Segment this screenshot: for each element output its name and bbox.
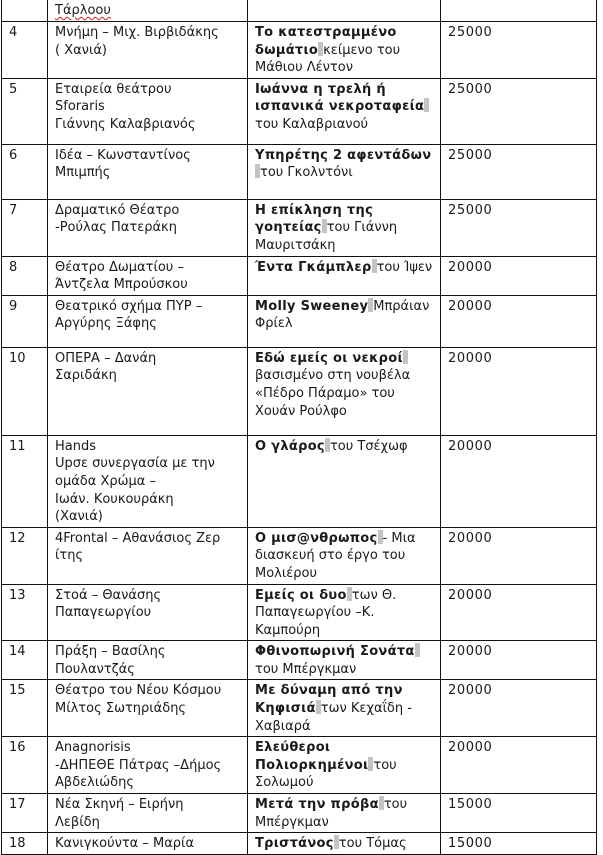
- play-title: Ο μισ@νθρωπος: [255, 530, 378, 546]
- company-line: Σαριδάκη: [55, 368, 117, 384]
- text-highlight-marker: [424, 98, 429, 112]
- play-title: Molly Sweeney: [255, 298, 369, 314]
- cell-num: 6: [2, 144, 48, 199]
- play-title: Με δύναμη από την Κηφισιά: [255, 683, 403, 717]
- cell-num: 9: [2, 295, 48, 347]
- cell-play: [248, 737, 441, 794]
- company-line: ομάδα Χρώμα –: [55, 473, 156, 489]
- play-title: Τριστάνος: [255, 836, 334, 852]
- play-title: Ιωάννα η τρελή ή ισπανικά νεκροταφεία: [255, 81, 425, 115]
- table-row: [2, 584, 597, 641]
- company-line: Αβδελιώδης: [55, 775, 134, 791]
- play-title: Η επίκληση της γοητείας: [255, 202, 374, 236]
- company-line: ΟΠΕΡΑ – Δανάη: [55, 350, 157, 366]
- play-author: - Μια διασκευή στο έργο του Μολιέρου: [255, 530, 416, 581]
- table-row: [2, 295, 597, 347]
- cell-company: [48, 0, 248, 22]
- cell-play: [248, 435, 441, 527]
- cell-play: [248, 584, 441, 641]
- cell-amount: 25000: [441, 144, 597, 199]
- company-line: Θεατρικό σχήμα ΠΥΡ –: [55, 298, 203, 314]
- table-row: [2, 78, 597, 144]
- play-title: Το κατεστραμμένο δωμάτιο: [255, 25, 397, 58]
- cell-play: [248, 22, 441, 79]
- cell-company: [48, 347, 248, 435]
- cell-num: 4: [2, 22, 48, 79]
- cell-num: 17: [2, 794, 48, 833]
- company-line: Πράξη – Βασίλης: [55, 644, 166, 660]
- table-row: [2, 347, 597, 435]
- table-row: [2, 527, 597, 584]
- cell-num: 11: [2, 435, 48, 527]
- cell-play: [248, 0, 441, 22]
- play-author: των Κεχαΐδη - Χαβιαρά: [255, 701, 412, 734]
- play-author: του Τόμας: [338, 836, 407, 852]
- company-line: Γιάννης Καλαβριανός: [55, 116, 196, 132]
- company-line: Ιδέα – Κωνσταντίνος: [55, 147, 191, 163]
- company-line: Αργύρης Ξάφης: [55, 316, 157, 332]
- cell-company: [48, 584, 248, 641]
- play-title: Ο γλάρος: [255, 438, 325, 454]
- table-row: [2, 435, 597, 527]
- play-author: βασισμένο στη νουβέλα «Πέδρο Πάραμο» του Χουάν Ρούλφο: [255, 368, 411, 419]
- cell-amount: 20000: [441, 527, 597, 584]
- table-row: [2, 641, 597, 680]
- play-author: του Ίψεν: [376, 259, 433, 275]
- cell-amount: 20000: [441, 435, 597, 527]
- play-author: του Γκολντόνι: [260, 165, 353, 181]
- cell-amount: 20000: [441, 256, 597, 295]
- cell-company: [48, 680, 248, 737]
- company-line: 4Frontal – Αθανάσιος Ζερ: [55, 530, 221, 546]
- company-line: Μπιμπής: [55, 165, 111, 181]
- company-line: (Χανιά): [55, 509, 103, 525]
- company-line: Κανιγκούντα – Μαρία: [55, 836, 195, 852]
- cell-amount: 20000: [441, 584, 597, 641]
- text-highlight-marker: [415, 643, 420, 657]
- company-line: ίτης: [55, 548, 84, 564]
- cell-amount: 20000: [441, 680, 597, 737]
- play-title: Υπηρέτης 2 αφεντάδων: [255, 147, 432, 163]
- cell-num: 16: [2, 737, 48, 794]
- cell-play: [248, 680, 441, 737]
- company-line: Hands: [55, 438, 97, 454]
- play-title: Φθινοπωρινή Σονάτα: [255, 644, 415, 660]
- cell-company: [48, 794, 248, 833]
- play-author: κείμενο του Μάθιου Λέντον: [255, 42, 401, 76]
- play-title: Ελεύθεροι Πολιορκημένοι: [255, 740, 369, 773]
- cell-play: [248, 295, 441, 347]
- cell-company: [48, 737, 248, 794]
- cell-company: [48, 256, 248, 295]
- company-line: Στοά – Θανάσης: [55, 587, 162, 603]
- cell-play: [248, 833, 441, 855]
- cell-amount: 20000: [441, 347, 597, 435]
- company-line: -Ρούλας Πατεράκη: [55, 220, 177, 236]
- company-line: Νέα Σκηνή – Ειρήνη: [55, 797, 184, 813]
- cell-num: 13: [2, 584, 48, 641]
- table-row: [2, 22, 597, 79]
- cell-play: [248, 144, 441, 199]
- cell-amount: 25000: [441, 22, 597, 79]
- cell-num: 10: [2, 347, 48, 435]
- company-line: -ΔΗΠΕΘΕ Πάτρας –Δήμος: [55, 757, 222, 773]
- company-line: Δραματικό Θέατρο: [55, 202, 180, 218]
- cell-amount: 20000: [441, 641, 597, 680]
- funding-table: [1, 0, 597, 855]
- table-row: [2, 737, 597, 794]
- cell-num: 7: [2, 199, 48, 256]
- company-line: Sforaris: [55, 99, 105, 115]
- cell-num: 18: [2, 833, 48, 855]
- play-author: Μπράιαν Φρίελ: [255, 298, 430, 332]
- cell-company: [48, 641, 248, 680]
- play-author: του Σολωμού: [255, 757, 397, 791]
- cell-company: [48, 78, 248, 144]
- company-line: Άντζελα Μπρούσκου: [55, 277, 188, 293]
- cell-company: [48, 527, 248, 584]
- table-row: [2, 833, 597, 855]
- cell-amount: 20000: [441, 295, 597, 347]
- cell-amount: 25000: [441, 199, 597, 256]
- cell-company: [48, 22, 248, 79]
- text-highlight-marker: [403, 350, 408, 364]
- cell-num: [2, 0, 48, 22]
- play-title: Έντα Γκάμπλερ: [255, 259, 372, 275]
- company-line: Θέατρο του Νέου Κόσμου: [55, 683, 222, 699]
- cell-play: [248, 347, 441, 435]
- company-line: ( Χανιά): [55, 42, 107, 58]
- cell-amount: 25000: [441, 78, 597, 144]
- cell-company: [48, 833, 248, 855]
- company-line: Ιωάν. Κουκουράκη: [55, 491, 174, 507]
- play-title: Εδώ εμείς οι νεκροί: [255, 350, 403, 366]
- company-line: Anagnorisis: [55, 740, 131, 756]
- company-line: Εταιρεία θεάτρου: [55, 81, 172, 97]
- company-line: Πουλαντζάς: [55, 661, 135, 677]
- play-title: Μετά την πρόβα: [255, 797, 379, 813]
- play-title: Εμείς οι δυο: [255, 587, 347, 603]
- cell-amount: 20000: [441, 737, 597, 794]
- company-line: Μίλτος Σωτηριάδης: [55, 701, 187, 717]
- company-line: Λεβίδη: [55, 814, 100, 830]
- company-line: Μνήμη – Μιχ. Βιρβιδάκης: [55, 25, 219, 40]
- play-author: του Καλαβριανού: [255, 116, 369, 132]
- cell-company: [48, 295, 248, 347]
- cell-play: [248, 256, 441, 295]
- cell-num: 15: [2, 680, 48, 737]
- cell-num: 5: [2, 78, 48, 144]
- table-row: [2, 794, 597, 833]
- cell-play: [248, 641, 441, 680]
- table-row: [2, 256, 597, 295]
- table-row: [2, 680, 597, 737]
- cell-play: [248, 527, 441, 584]
- play-author: του Μπέργκμαν: [255, 661, 357, 677]
- company-line: Παπαγεωργίου: [55, 605, 152, 621]
- company-text: Τάρλοου: [55, 3, 111, 18]
- table-row-continuation: [2, 0, 597, 22]
- play-author: του Γιάννη Μαυριτσάκη: [255, 220, 398, 253]
- cell-play: [248, 78, 441, 144]
- company-line: Θέατρο Δωματίου –: [55, 259, 184, 275]
- cell-num: 8: [2, 256, 48, 295]
- cell-amount: [441, 0, 597, 22]
- cell-amount: 15000: [441, 833, 597, 855]
- company-line: Upσε συνεργασία με την: [55, 456, 215, 472]
- cell-num: 14: [2, 641, 48, 680]
- table-row: [2, 199, 597, 256]
- cell-num: 12: [2, 527, 48, 584]
- play-author: του Μπέργκμαν: [255, 797, 408, 830]
- cell-company: [48, 435, 248, 527]
- cell-company: [48, 199, 248, 256]
- cell-play: [248, 794, 441, 833]
- table-row: [2, 144, 597, 199]
- cell-amount: 15000: [441, 794, 597, 833]
- cell-play: [248, 199, 441, 256]
- play-author: του Τσέχωφ: [329, 438, 408, 454]
- cell-company: [48, 144, 248, 199]
- play-author: των Θ. Παπαγεωργίου –Κ. Καμπούρη: [255, 587, 397, 638]
